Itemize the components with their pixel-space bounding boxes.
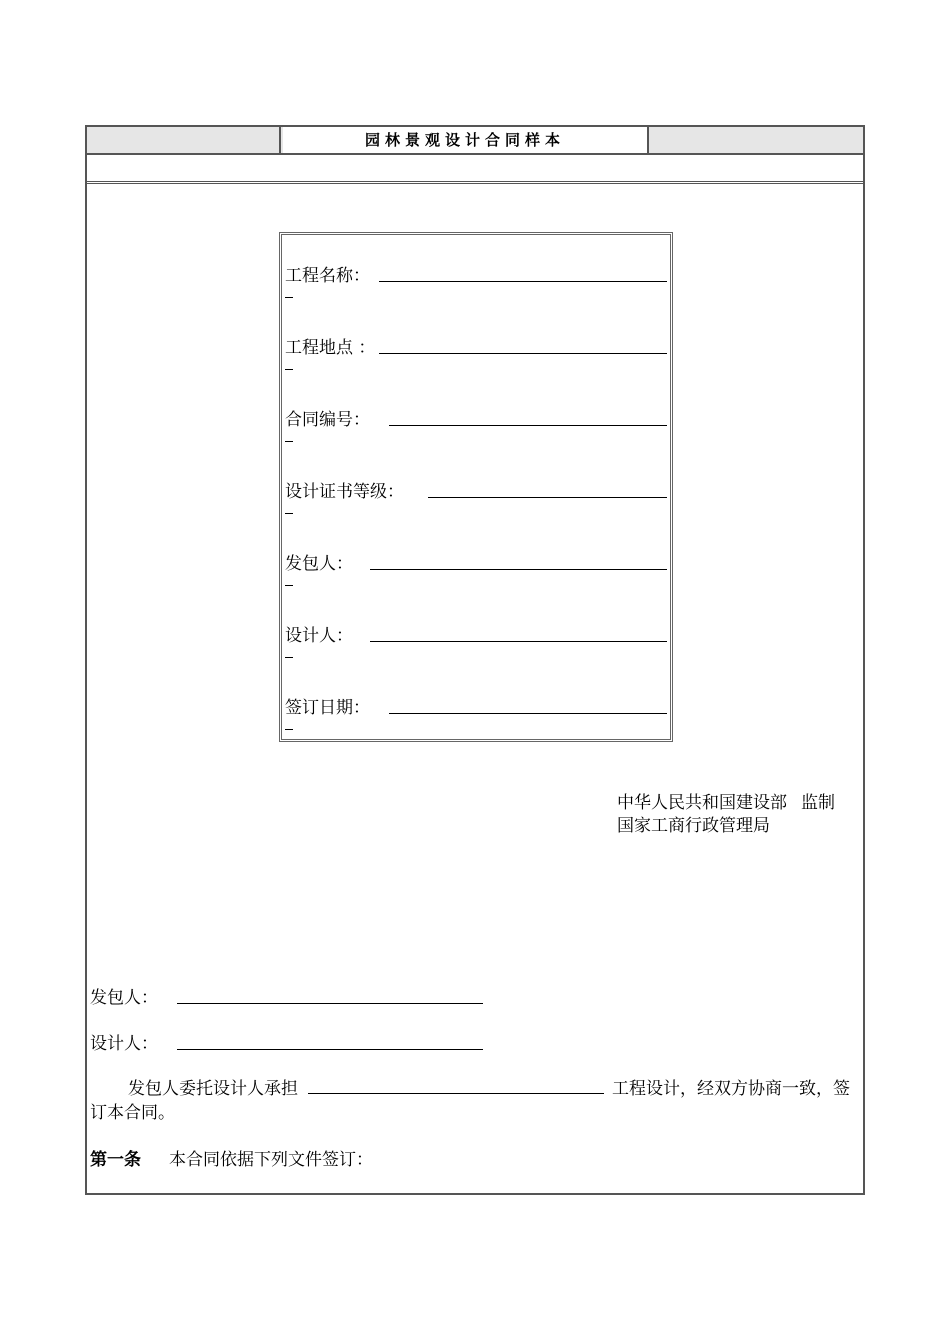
contract-frame [85,125,865,1195]
field-project-name [285,261,669,301]
issuer-org: 中华人民共和国建设部 [617,793,787,813]
issuer-line-2: 国家工商行政管理局 [617,816,770,836]
article-number: 第一条 [90,1150,141,1170]
fill-line[interactable] [370,641,667,642]
fill-line[interactable] [389,425,667,426]
field-signing-date [285,693,669,733]
employer-label: 发包人： [90,988,158,1008]
fill-line[interactable] [370,569,667,570]
document-title: 园林景观设计合同样本 [283,127,649,153]
fill-line-tail [285,369,293,370]
fill-line-tail [285,657,293,658]
fill-line-tail [285,585,293,586]
intro-text-before: 发包人委托设计人承担 [128,1079,298,1099]
fill-line-tail [285,729,293,730]
fill-line-tail [285,441,293,442]
field-label: 设计人： [285,626,353,646]
issuer-block [617,792,835,838]
fill-line[interactable] [379,353,667,354]
issuer-line-1 [617,792,835,815]
field-employer [285,549,669,589]
employer-row [90,983,158,1008]
field-certificate-grade [285,477,669,517]
cover-info-box [279,232,673,742]
field-contract-number [285,405,669,445]
title-row-left-cell [87,127,281,153]
field-label: 发包人： [285,554,353,574]
employer-fill-line[interactable] [177,1003,483,1004]
project-fill-line[interactable] [308,1075,604,1094]
intro-paragraph [90,1075,860,1125]
intro-text-after: 工程设计，经双方协商一致，签订本合同。 [90,1079,850,1123]
fill-line[interactable] [389,713,667,714]
field-label: 设计证书等级： [285,482,404,502]
field-designer [285,621,669,661]
field-label: 工程地点 ： [285,338,376,358]
field-label: 签订日期： [285,698,370,718]
article-1 [90,1145,373,1170]
designer-row [90,1029,158,1054]
title-row [87,127,863,155]
blank-row [87,155,863,184]
fill-line[interactable] [428,497,667,498]
designer-label: 设计人： [90,1034,158,1054]
fill-line-tail [285,297,293,298]
article-text: 本合同依据下列文件签订： [169,1150,373,1170]
title-row-right-cell [651,127,863,153]
field-label: 合同编号： [285,410,370,430]
field-project-location [285,333,669,373]
issuer-role: 监制 [801,793,835,813]
designer-fill-line[interactable] [177,1049,483,1050]
fill-line-tail [285,513,293,514]
field-label: 工程名称： [285,266,370,286]
fill-line[interactable] [379,281,667,282]
